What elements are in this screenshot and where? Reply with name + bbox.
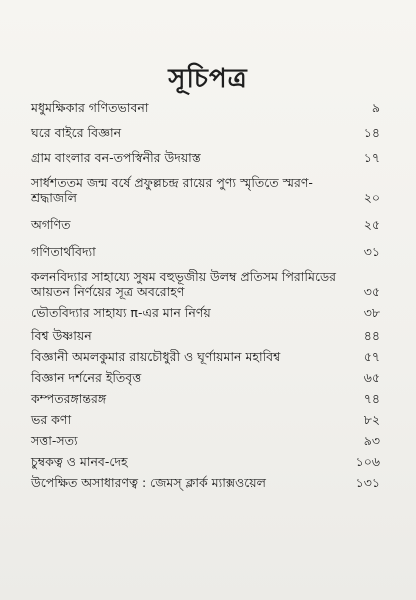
- toc-entry-title: বিশ্ব উষ্ণায়ন: [31, 328, 92, 343]
- toc-entry-page: ১০৬: [355, 454, 380, 469]
- toc-entry: [31, 217, 380, 232]
- toc-entry-page: ৩১: [363, 244, 380, 259]
- page-title: সূচিপত্র: [168, 64, 248, 94]
- toc-entry-title: সত্তা-সত্য: [31, 433, 78, 448]
- toc-entry: [31, 328, 380, 343]
- toc-entry-title: চুম্বকত্ব ও মানব-দেহ: [31, 454, 128, 469]
- toc-entry: [31, 100, 380, 115]
- toc-entry-title: গণিতার্থবিদ্যা: [31, 244, 96, 259]
- toc-entry-title: মধুমক্ষিকার গণিতভাবনা: [31, 100, 149, 115]
- toc-entry: [31, 370, 380, 385]
- toc-entry-page: ৮২: [363, 412, 380, 427]
- toc-entry-page: ১৭: [363, 150, 380, 165]
- toc-entry-page: ৩৮: [363, 305, 380, 320]
- toc-entry-page: ২৫: [363, 217, 380, 232]
- toc-entry-title: ঘরে বাইরে বিজ্ঞান: [31, 125, 122, 140]
- toc-entry-page: ৯৩: [363, 433, 380, 448]
- toc-entry-page: ২০: [363, 190, 380, 205]
- toc-entry: [31, 391, 380, 406]
- toc-entry-page: ১৪: [363, 125, 380, 140]
- toc-entry-title: অগণিত: [31, 217, 71, 232]
- toc-entry-page: ৯: [371, 100, 380, 115]
- toc-entry-page: ৭৪: [363, 391, 380, 406]
- toc-entry-title: ভৌতবিদ্যার সাহায্য π-এর মান নির্ণয়: [31, 305, 211, 320]
- toc-entry: [31, 244, 380, 259]
- toc-entry: [31, 150, 380, 165]
- toc-entry-title: সার্ধশততম জন্ম বর্ষে প্রফুল্লচন্দ্র রায়ের পুণ্য স্মৃতিতে স্মরণ-শ্রদ্ধাজলি: [31, 175, 313, 205]
- toc-entry-page: ৬৫: [363, 370, 380, 385]
- toc-entry-page: ৪৪: [363, 328, 380, 343]
- toc-entry-page: ১৩১: [355, 475, 380, 490]
- toc-entry-title: উপেক্ষিত অসাধারণত্ব : জেমস্ ক্লার্ক ম্যাক্সওয়েল: [31, 475, 266, 490]
- toc-entry-page: ৩৫: [363, 284, 380, 299]
- toc-entry-title: বিজ্ঞানী অমলকুমার রায়চৌধুরী ও ঘূর্ণায়মান মহাবিশ্ব: [31, 349, 281, 364]
- toc-entry: [31, 269, 380, 299]
- table-of-contents: [31, 100, 380, 490]
- toc-entry: [31, 125, 380, 140]
- toc-entry-title: কলনবিদ্যার সাহায্যে সুষম বহুভূজীয় উলম্ব প্রতিসম পিরামিডের আয়তন নির্ণয়ের সূত্র অবরোহণ: [31, 269, 337, 299]
- toc-entry-page: ৫৭: [363, 349, 380, 364]
- toc-entry: [31, 475, 380, 490]
- toc-entry-title: ভর কণা: [31, 412, 72, 427]
- toc-entry: [31, 412, 380, 427]
- toc-entry: [31, 349, 380, 364]
- toc-entry: [31, 175, 380, 205]
- toc-entry-title: কম্পতরঙ্গান্তরঙ্গ: [31, 391, 107, 406]
- toc-entry: [31, 433, 380, 448]
- toc-entry: [31, 305, 380, 320]
- toc-entry-title: বিজ্ঞান দর্শনের ইতিবৃত্ত: [31, 370, 142, 385]
- toc-entry-title: গ্রাম বাংলার বন-তপস্বিনীর উদয়াস্ত: [31, 150, 201, 165]
- toc-entry: [31, 454, 380, 469]
